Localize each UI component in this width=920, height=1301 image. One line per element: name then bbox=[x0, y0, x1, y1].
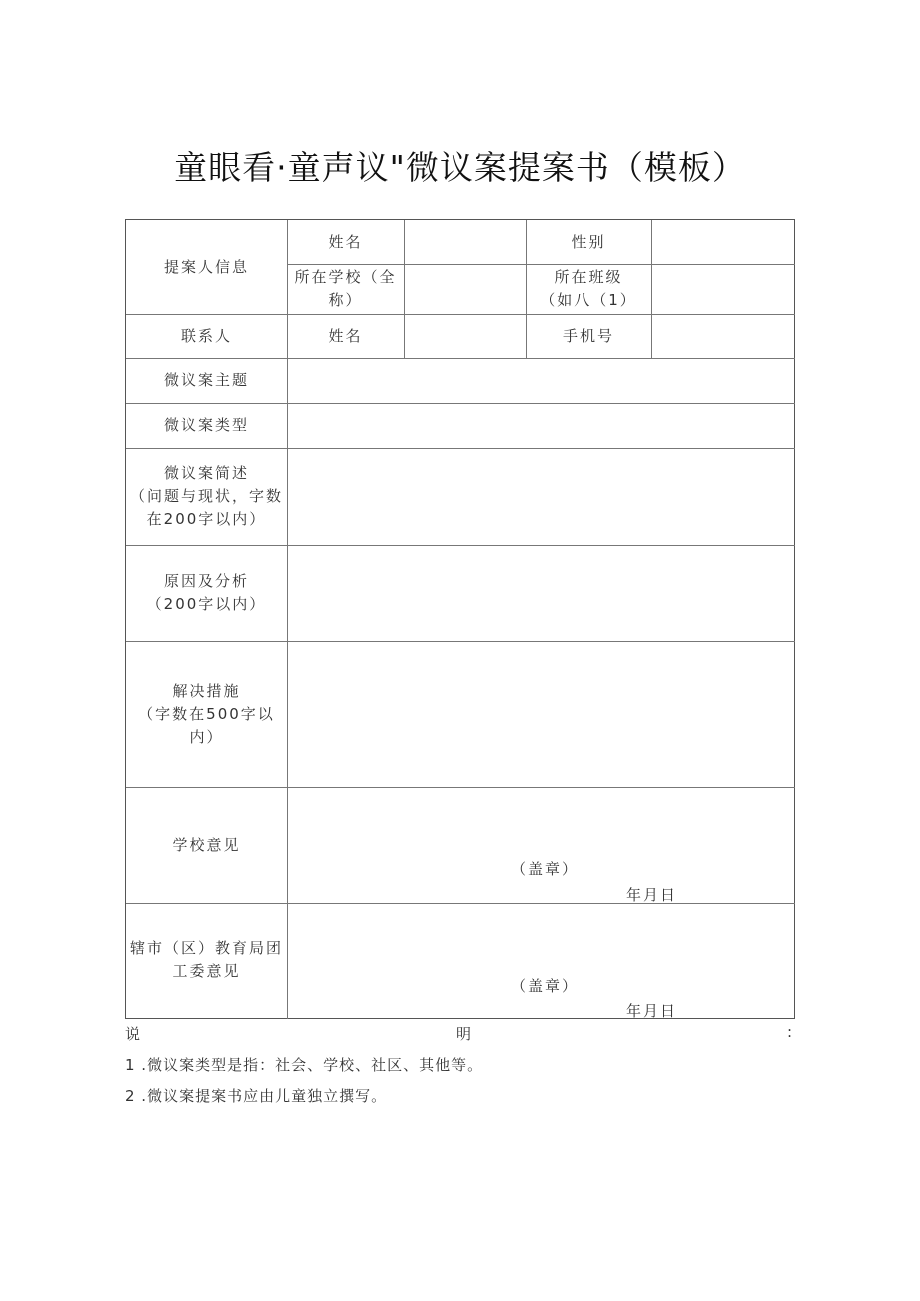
phone-field[interactable] bbox=[652, 315, 795, 358]
bureau-seal-text: （盖章） bbox=[511, 977, 580, 995]
cause-label bbox=[126, 545, 287, 641]
type-field[interactable] bbox=[288, 404, 795, 448]
cause-label-line2: （200字以内） bbox=[146, 595, 267, 613]
solution-label-line3: 内） bbox=[189, 727, 224, 746]
gender-field[interactable] bbox=[652, 220, 795, 264]
solution-label-line2: （字数在500字以 bbox=[138, 704, 275, 723]
class-label-line1: 所在班级 bbox=[554, 268, 623, 286]
contact-name-label-text: 姓名 bbox=[328, 326, 363, 345]
bureau-opinion-label-line2: 工委意见 bbox=[172, 962, 241, 980]
school-label-line2: 称） bbox=[328, 291, 363, 309]
name-label-text: 姓名 bbox=[328, 232, 363, 251]
note-item-1: 1 .微议案类型是指：社会、学校、社区、其他等。 bbox=[125, 1056, 484, 1074]
gender-label-text: 性别 bbox=[571, 232, 606, 251]
name-label bbox=[287, 220, 404, 264]
notes-heading-right: : bbox=[787, 1023, 794, 1041]
cause-label-line1: 原因及分析 bbox=[163, 572, 249, 590]
contact-name-field[interactable] bbox=[405, 315, 526, 358]
school-label bbox=[287, 264, 404, 314]
solution-label-line1: 解决措施 bbox=[172, 681, 241, 700]
school-date-text: 年月日 bbox=[626, 886, 678, 904]
notes-heading-mid: 明 bbox=[456, 1025, 473, 1043]
summary-field[interactable] bbox=[288, 449, 795, 545]
proposer-info-text: 提案人信息 bbox=[163, 257, 249, 276]
class-label bbox=[526, 264, 651, 314]
proposal-form-table bbox=[125, 219, 795, 1019]
bureau-opinion-label bbox=[126, 903, 287, 1019]
summary-label bbox=[126, 448, 287, 545]
topic-label-text: 微议案主题 bbox=[163, 371, 249, 389]
gender-label bbox=[526, 220, 651, 264]
document-title: 童眼看·童声议"微议案提案书（模板） bbox=[174, 148, 746, 187]
proposer-info-label bbox=[126, 220, 287, 314]
school-opinion-field[interactable] bbox=[288, 788, 795, 903]
summary-label-line2: （问题与现状，字数 bbox=[129, 487, 283, 505]
note-item-2: 2 .微议案提案书应由儿童独立撰写。 bbox=[125, 1087, 388, 1105]
contact-name-label bbox=[287, 314, 404, 358]
type-label-text: 微议案类型 bbox=[163, 416, 249, 434]
contact-label-text: 联系人 bbox=[180, 326, 232, 345]
solution-label bbox=[126, 641, 287, 787]
summary-label-line1: 微议案简述 bbox=[163, 464, 249, 482]
school-label-line1: 所在学校（全 bbox=[294, 268, 397, 286]
topic-label bbox=[126, 358, 287, 403]
summary-label-line3: 在200字以内） bbox=[146, 510, 267, 528]
notes-heading-left: 说 bbox=[125, 1025, 142, 1043]
topic-field[interactable] bbox=[288, 359, 795, 403]
class-label-line2: （如八（1） bbox=[540, 291, 637, 309]
solution-field[interactable] bbox=[288, 642, 795, 787]
contact-label bbox=[126, 314, 287, 358]
school-opinion-label bbox=[126, 787, 287, 903]
school-field[interactable] bbox=[405, 265, 526, 314]
class-field[interactable] bbox=[652, 265, 795, 314]
phone-label-text: 手机号 bbox=[562, 326, 614, 345]
bureau-opinion-field[interactable] bbox=[288, 904, 795, 1019]
bureau-date-text: 年月日 bbox=[626, 1002, 678, 1020]
cause-field[interactable] bbox=[288, 546, 795, 641]
school-opinion-label-text: 学校意见 bbox=[172, 835, 241, 854]
phone-label bbox=[526, 314, 651, 358]
proposer-name-field[interactable] bbox=[405, 220, 526, 264]
bureau-opinion-label-line1: 辖市（区）教育局团 bbox=[129, 939, 283, 957]
school-seal-text: （盖章） bbox=[511, 860, 580, 878]
type-label bbox=[126, 403, 287, 448]
